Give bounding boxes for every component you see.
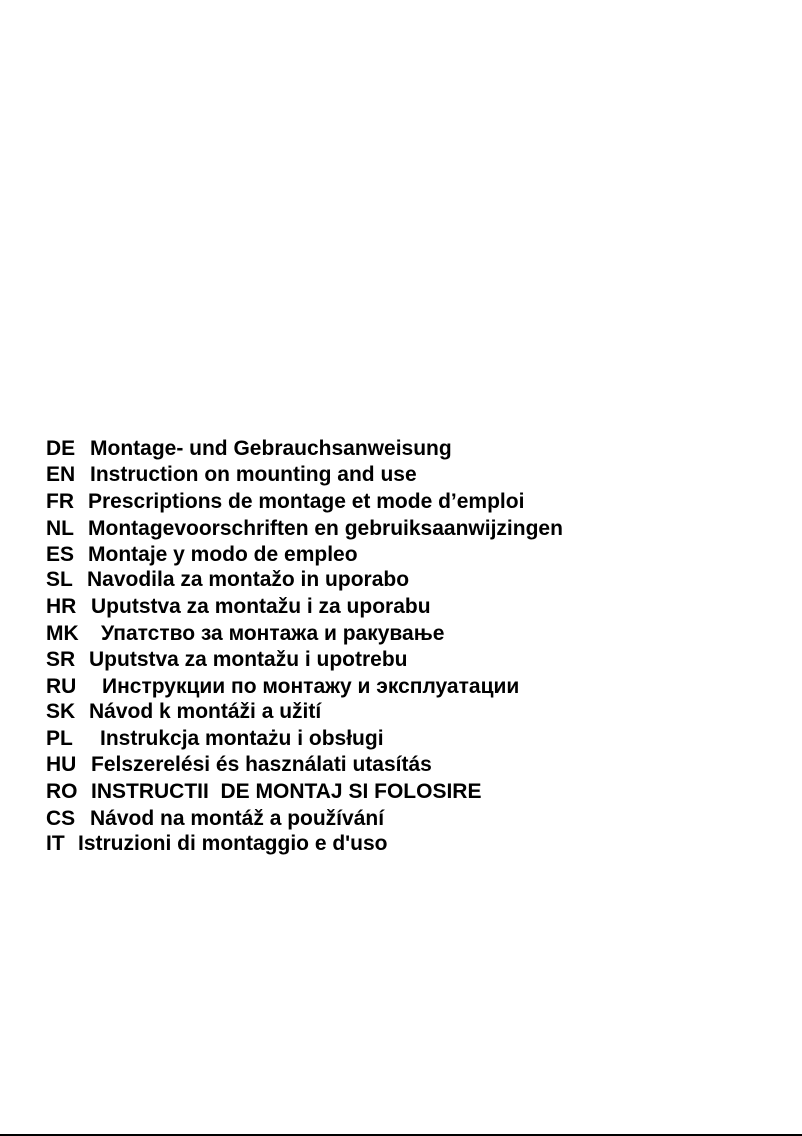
language-row-nl	[46, 516, 563, 542]
language-title: Návod na montáž a používání	[90, 807, 385, 830]
language-title: Инструкции по монтажу и эксплуатации	[102, 675, 520, 698]
language-title: Montage- und Gebrauchsanweisung	[90, 437, 452, 460]
language-code: IT	[46, 832, 65, 855]
language-row-hr	[46, 594, 431, 620]
language-title: Felszerelési és használati utasítás	[91, 753, 432, 776]
language-code: FR	[46, 490, 74, 513]
language-code: HU	[46, 753, 77, 776]
language-row-ro	[46, 779, 481, 805]
language-row-de	[46, 436, 452, 462]
language-title: Instruction on mounting and use	[90, 463, 417, 486]
language-title: Instrukcja montażu i obsługi	[100, 727, 384, 750]
language-code: PL	[46, 727, 73, 750]
language-title: Návod k montáži a užití	[89, 700, 322, 723]
language-code: SK	[46, 700, 76, 723]
language-title: Упатство за монтажа и ракување	[101, 622, 445, 645]
language-code: EN	[46, 463, 76, 486]
language-row-sk	[46, 699, 321, 725]
language-row-it	[46, 831, 387, 857]
language-row-pl	[46, 726, 384, 752]
language-code: SL	[46, 568, 73, 591]
language-row-sr	[46, 647, 408, 673]
language-title: Istruzioni di montaggio e d'uso	[78, 832, 388, 855]
language-title: Montaje y modo de empleo	[88, 543, 358, 566]
language-code: RU	[46, 675, 77, 698]
language-title: Navodila za montažo in uporabo	[87, 568, 410, 591]
language-title: Prescriptions de montage et mode d’emploi	[88, 490, 525, 513]
language-row-fr	[46, 489, 524, 515]
language-title: Uputstva za montažu i upotrebu	[89, 648, 408, 671]
language-row-sl	[46, 567, 409, 593]
language-row-en	[46, 462, 417, 488]
language-title: INSTRUCTII DE MONTAJ SI FOLOSIRE	[91, 780, 482, 803]
language-code: MK	[46, 622, 79, 645]
language-code: RO	[46, 780, 78, 803]
language-code: CS	[46, 807, 76, 830]
language-row-ru	[46, 674, 519, 700]
language-title: Uputstva za montažu i za uporabu	[91, 595, 431, 618]
language-row-es	[46, 542, 358, 568]
language-row-cs	[46, 806, 384, 832]
language-code: ES	[46, 543, 75, 566]
language-code: NL	[46, 517, 74, 540]
language-code: DE	[46, 437, 76, 460]
language-row-mk	[46, 621, 444, 647]
language-code: SR	[46, 648, 76, 671]
language-title: Montagevoorschriften en gebruiksaanwijzingen	[88, 517, 563, 540]
language-code: HR	[46, 595, 77, 618]
language-row-hu	[46, 752, 432, 778]
